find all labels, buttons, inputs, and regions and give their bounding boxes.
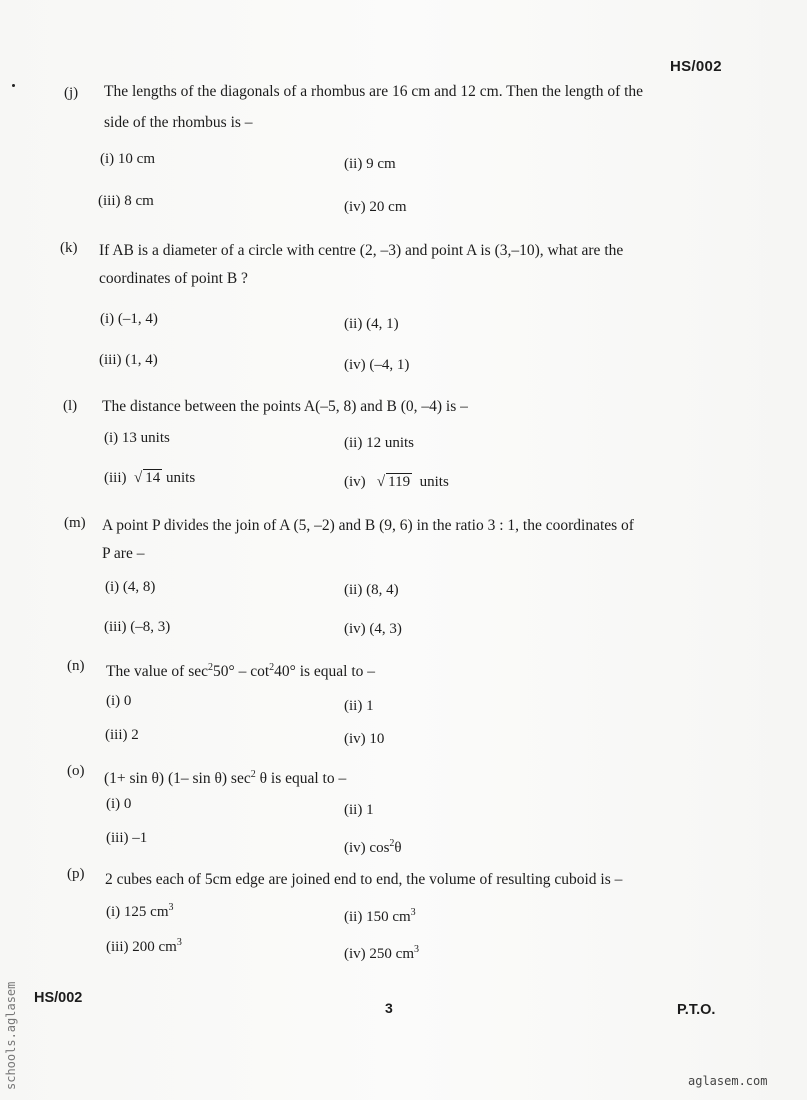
stray-dot (12, 84, 15, 87)
option-k-i: (i) (–1, 4) (100, 311, 158, 327)
option-m-i: (i) (4, 8) (105, 579, 156, 595)
option-l-iv-unit: units (419, 474, 449, 490)
option-n-i: (i) 0 (106, 693, 132, 709)
question-k-line1: If AB is a diameter of a circle with centre (2, –3) and point A is (3,–10), what are the (99, 242, 624, 259)
option-p-i (106, 902, 173, 921)
question-n-part-a: The value of sec (106, 663, 208, 681)
superscript: 2 (250, 769, 256, 780)
question-n-part-c: 40° is equal to – (274, 663, 376, 681)
question-m-line1: A point P divides the join of A (5, –2) and B (9, 6) in the ratio 3 : 1, the coordinates of (102, 517, 634, 534)
option-m-iii: (iii) (–8, 3) (104, 619, 171, 635)
superscript: 2 (208, 662, 213, 673)
superscript: 3 (413, 944, 419, 955)
option-p-ii-text: (ii) 150 cm (344, 909, 411, 925)
option-o-iv-text: (iv) cos (344, 840, 390, 856)
question-n-line1 (106, 657, 375, 683)
option-j-i: (i) 10 cm (100, 151, 155, 167)
question-p-label: (p) (67, 866, 85, 882)
option-k-ii: (ii) (4, 1) (344, 316, 399, 332)
question-o-line1 (104, 764, 346, 790)
question-n-part-b: 50° – cot (213, 663, 270, 681)
option-l-iii (104, 469, 195, 487)
option-k-iv: (iv) (–4, 1) (344, 357, 410, 373)
option-p-ii (344, 907, 416, 926)
option-n-ii: (ii) 1 (344, 698, 374, 714)
question-o-part-b: θ is equal to – (255, 770, 347, 788)
option-o-iv-theta: θ (394, 840, 402, 856)
option-k-iii: (iii) (1, 4) (99, 352, 158, 368)
option-l-iv-radicand: 119 (388, 474, 411, 490)
superscript: 2 (269, 662, 275, 673)
question-j-line1: The lengths of the diagonals of a rhombus are 16 cm and 12 cm. Then the length of the (104, 83, 644, 100)
superscript: 2 (389, 838, 395, 849)
option-m-iv: (iv) (4, 3) (344, 621, 402, 637)
option-j-iii: (iii) 8 cm (98, 193, 154, 209)
option-l-ii: (ii) 12 units (344, 435, 414, 451)
superscript: 3 (410, 907, 416, 918)
question-k-line2: coordinates of point B ? (99, 270, 248, 287)
option-o-ii: (ii) 1 (344, 802, 374, 818)
superscript: 3 (168, 902, 174, 913)
option-p-iii (106, 937, 182, 956)
radical-icon: √ (376, 474, 386, 490)
question-j-label: (j) (64, 85, 79, 101)
question-j-line2: side of the rhombus is – (104, 114, 253, 131)
bottom-watermark: aglasem.com (688, 1074, 768, 1088)
option-p-iv-text: (iv) 250 cm (344, 946, 414, 962)
option-l-iii-unit: units (165, 470, 196, 486)
option-m-ii: (ii) (8, 4) (344, 582, 399, 598)
option-l-iii-radicand: 14 (145, 470, 161, 486)
option-p-iv (344, 944, 419, 963)
option-o-i: (i) 0 (106, 796, 132, 812)
option-l-iii-numeral: (iii) (104, 470, 127, 486)
option-o-iii: (iii) –1 (106, 830, 148, 846)
page-number: 3 (385, 1000, 393, 1016)
option-p-iii-text: (iii) 200 cm (106, 939, 177, 955)
option-l-iv-numeral: (iv) (344, 474, 366, 490)
side-watermark: schools.aglasem (4, 981, 18, 1090)
question-n-label: (n) (67, 658, 85, 674)
question-k-label: (k) (60, 240, 78, 256)
option-l-iv (344, 473, 449, 491)
option-o-iv (344, 838, 402, 857)
question-m-line2: P are – (102, 545, 145, 562)
question-m-label: (m) (64, 515, 86, 531)
option-p-i-text: (i) 125 cm (106, 904, 169, 920)
option-n-iv: (iv) 10 (344, 731, 385, 747)
superscript: 3 (176, 937, 182, 948)
radical-icon: √ (134, 470, 143, 486)
paper-code-footer: HS/002 (34, 990, 83, 1006)
option-j-ii: (ii) 9 cm (344, 156, 396, 172)
option-l-i: (i) 13 units (104, 430, 170, 446)
option-j-iv: (iv) 20 cm (344, 199, 407, 215)
question-p-line1: 2 cubes each of 5cm edge are joined end to end, the volume of resulting cuboid is – (105, 871, 623, 888)
pto-label: P.T.O. (677, 1002, 716, 1018)
question-o-part-a: (1+ sin θ) (1– sin θ) sec (104, 770, 251, 788)
question-o-label: (o) (67, 763, 85, 779)
option-n-iii: (iii) 2 (105, 727, 139, 743)
question-l-line1: The distance between the points A(–5, 8) and B (0, –4) is – (102, 398, 468, 415)
paper-code-header: HS/002 (670, 58, 722, 75)
question-l-label: (l) (63, 398, 78, 414)
